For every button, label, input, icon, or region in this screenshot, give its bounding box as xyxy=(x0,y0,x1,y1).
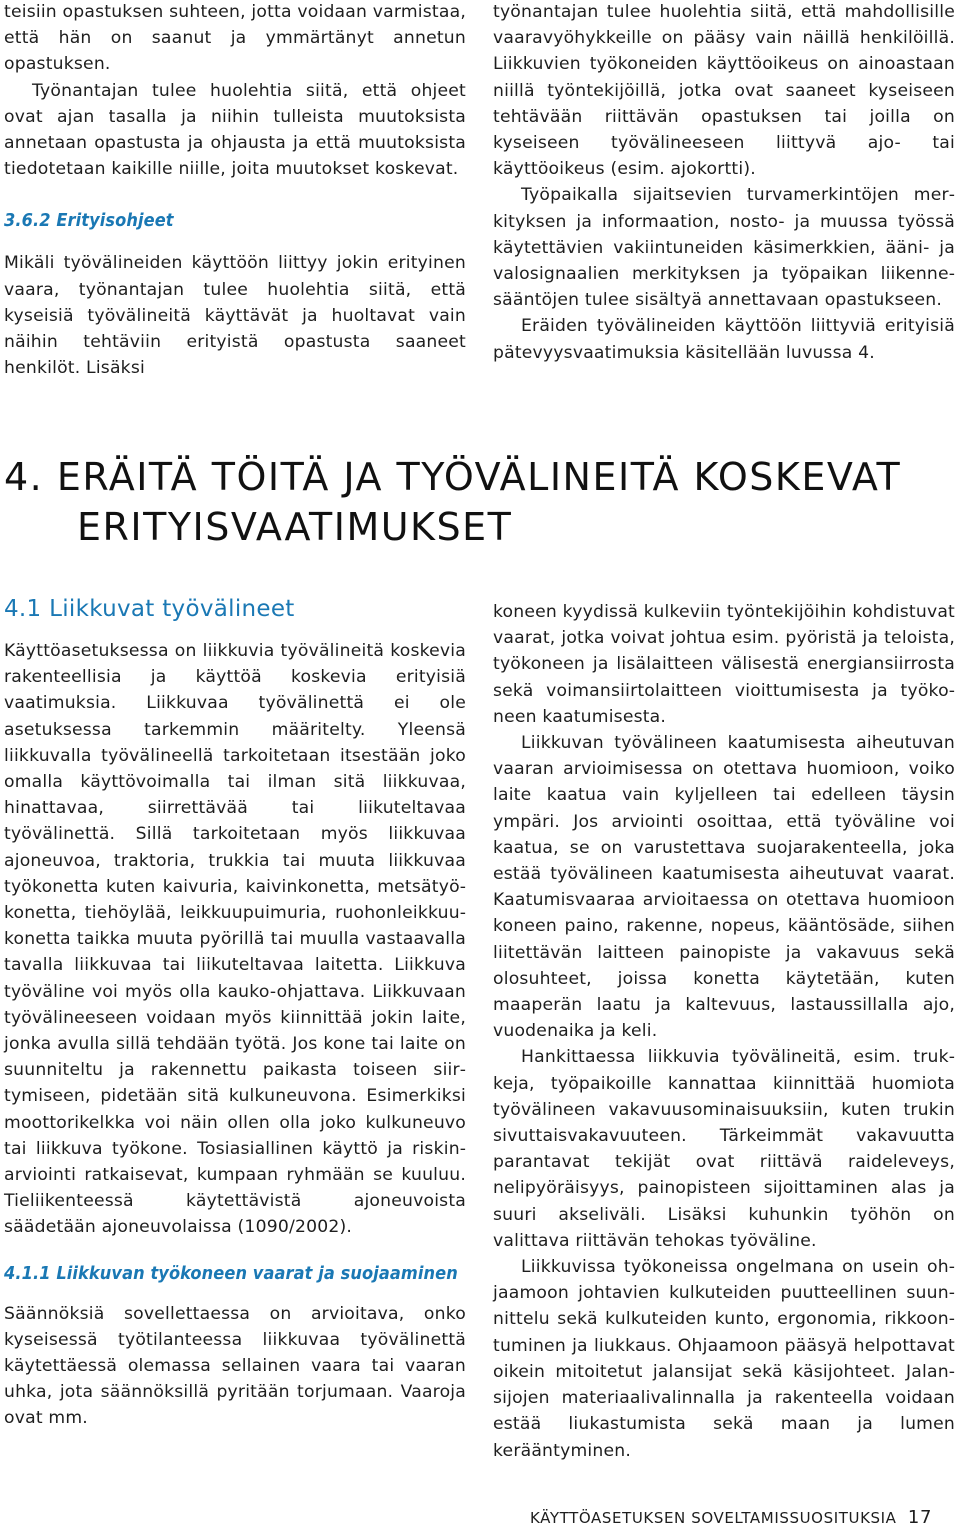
paragraph: Hankittaessa liikkuvia työvälineitä, esim. trukkeja, työpaikoille kannattaa kiinnittää huomiota työvälineen vakavuusominaisuuksiin, kuten trukin sivuttaisvakavuuteen. Tärkeimmät vakavuutta parantavat tekijät ovat riittävä raideleveys, nelipyöräisyys, painopisteen sijoittaminen alas ja suuri akseliväli. Lisäksi kuhunkin työhön on valittava riittävän tehokas työväline. xyxy=(493,1047,955,1251)
paragraph: teisiin opastuksen suhteen, jotta voidaan varmistaa, että hän on saanut ja ymmärtänyt annetun opastuksen. xyxy=(4,2,466,75)
top-left-column xyxy=(4,0,466,381)
paragraph: koneen kyydissä kulkeviin työntekijöihin kohdistuvat vaarat, jotka voivat johtua esim. pyöristä ja teloista, työkoneen ja lisälaitteen välisestä energiansiirrosta sekä voimansiirtolaitteen vioittumisesta ja työkoneen kaatumisesta. xyxy=(493,602,955,727)
subsection-heading: 4.1.1 Liikkuvan työkoneen vaarat ja suojaaminen xyxy=(4,1262,458,1284)
paragraph: Käyttöasetuksessa on liikkuvia työvälineitä koskevia rakenteellisia ja käyttöä koskevia erityisiä vaatimuksia. Liikkuvaa työvälinettä ei ole asetuksessa tarkemmin määritelty. Yleensä liikkuvalla työvälineellä tarkoitetaan itsestään joko omalla käyttövoimalla tai ilman sitä liikkuvaa, hinattavaa, siirrettävää tai liikuteltavaa työvälinettä. Sillä tarkoitetaan myös liikkuvaa ajoneuvoa, traktoria, trukkia tai muuta liikkuvaa työkonetta kuten kaivuria, kaivinkonetta, metsätyökonetta, tiehöylää, leikkuupuimuria, ruohonleikkuukonetta taikka muuta pyörillä tai muulla vastaavalla tavalla liikkuvaa tai liikuteltavaa laitetta. Liikkuva työväline voi myös olla kauko-ohjattava. Liikkuvaan työvälineeseen voidaan myös kiinnittää jokin laite, jonka avulla sillä tehdään työtä. Jos kone tai laite on suunniteltu ja rakennettu paikasta toiseen siirtymiseen, pidetään sitä kulkuneuvona. Esimerkiksi moottorikelkka voi näin ollen olla joko kulkuneuvo tai liikkuva työkone. Tosiasiallinen käyttö ja riskinarviointi ratkaisevat, kumpaan ryhmään se kuuluu. Tieliikenteessä käytettävistä ajoneuvoista säädetään ajoneuvolaissa (1090/2002). xyxy=(4,641,466,1238)
page-footer xyxy=(530,1507,932,1528)
paragraph: työnantajan tulee huolehtia siitä, että mahdollisille vaaravyöhykkeille on pääsy vain näillä henkilöillä. Liikkuvien työkoneiden käyttöoikeus on ainoastaan niillä työntekijöillä, jotka ovat saaneet kyseiseen tehtävään riittävän opastuksen tai joilla on kyseiseen työvälineeseen liittyvä ajo- tai käyttöoikeus (esim. ajokortti). xyxy=(493,2,955,180)
paragraph: Liikkuvan työvälineen kaatumisesta aiheutuvan vaaran arvioimisessa on otettava huomioon, voiko laite kaatua vain kyljelleen tai edelleen täysin ympäri. Jos arviointi osoittaa, että työväline voi kaatua, se on varustettava suojarakenteella, joka estää työvälineen kaatumisesta aiheutuvat vaarat. Kaatumisvaaraa arvioitaessa on otettava huomioon koneen paino, rakenne, nopeus, kääntösäde, siihen liitettävän laitteen painopiste ja vakavuus sekä olosuhteet, joissa konetta käytetään, kuten maaperän laatu ja kaltevuus, lastaussillalla ajo, vuodenaika ja keli. xyxy=(493,733,955,1042)
chapter-heading-line: ERITYISVAATIMUKSET xyxy=(77,505,513,549)
chapter-heading-line: 4. ERÄITÄ TÖITÄ JA TYÖVÄLINEITÄ KOSKEVAT xyxy=(4,455,902,499)
paragraph: Mikäli työvälineiden käyttöön liittyy jokin erityinen vaara, työnantajan tulee huolehtia siitä, että kyseisiä työvälineitä käyttävät ja huoltavat vain näihin tehtäviin erityistä opastusta saaneet henkilöt. Lisäksi xyxy=(4,253,466,379)
bottom-left-column xyxy=(4,594,466,1432)
page-number: 17 xyxy=(907,1507,932,1528)
paragraph: Työnantajan tulee huolehtia siitä, että ohjeet ovat ajan tasalla ja niihin tulleista muutoksista annetaan opastusta ja ohjausta ja että muutoksista tiedotetaan kaikille niille, joita muutokset koskevat. xyxy=(4,80,466,180)
chapter-heading xyxy=(4,452,944,552)
paragraph: Liikkuvissa työkoneissa ongelmana on usein ohjaamoon johtavien kulkuteiden puutteellinen suunnittelu sekä kulkuteiden kunto, ergonomia, rikkoontuminen ja liukkaus. Ohjaamoon pääsyä helpottavat oikein mitoitetut jalansijat sekä käsijohteet. Jalansijojen materiaalivalinnalla ja rakenteella voidaan estää liukastumista sekä maan ja lumen kerääntyminen. xyxy=(493,1257,955,1461)
bottom-right-column xyxy=(493,599,955,1464)
paragraph: Työpaikalla sijaitsevien turvamerkintöjen merkityksen ja informaation, nosto- ja muussa työssä käytettävien vakiintuneiden käsimerkkien, ääni- ja valosignaalien merkityksen ja työpaikan liikennesääntöjen tulee sisältyä annettavaan opastukseen. xyxy=(493,185,955,311)
section-heading: 3.6.2 Erityisohjeet xyxy=(4,210,174,232)
top-right-column xyxy=(493,0,955,366)
section-heading: 4.1 Liikkuvat työvälineet xyxy=(4,596,295,622)
paragraph: Säännöksiä sovellettaessa on arvioitava, onko kyseisessä työtilanteessa liikkuvaa työvälinettä käytettäessä olemassa sellainen vaara tai vaaran uhka, jota säännöksillä pyritään torjumaan. Vaaroja ovat mm. xyxy=(4,1303,466,1429)
paragraph: Eräiden työvälineiden käyttöön liittyviä erityisiä pätevyysvaatimuksia käsitellään luvussa 4. xyxy=(493,316,955,363)
footer-title: KÄYTTÖASETUKSEN SOVELTAMISSUOSITUKSIA xyxy=(529,1509,897,1527)
